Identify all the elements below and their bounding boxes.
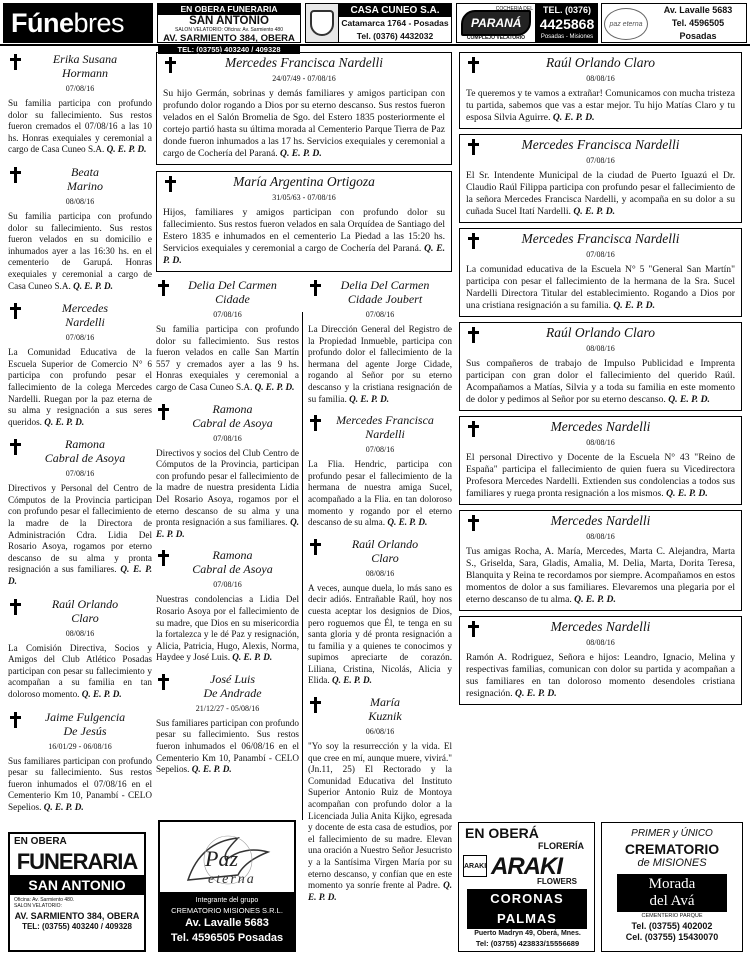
qepd-signature: Q. E. P. D.	[43, 801, 84, 812]
obituary-notice	[8, 165, 152, 292]
ad-text: Cel. (03755) 15430070	[625, 932, 719, 942]
qepd-signature: Q. E. P. D.	[106, 144, 147, 155]
deceased-name: Raúl Orlando Claro	[51, 596, 119, 625]
ad-text: CREMATORIO MISIONES S.R.L.	[171, 906, 283, 915]
cross-icon	[165, 57, 176, 73]
ad-text: CORONAS PALMAS	[467, 889, 587, 929]
notice-date: 08/08/16	[65, 196, 95, 206]
ad-text: CREMATORIO	[624, 841, 720, 857]
notice-body: La Comunidad Educativa de la Escuela Superior de Comercio N° 6 participa con profundo pesar el fallecimiento de la colega Mercedes Nardelli. Ruegan por la paz eterna de su alma y resignación a sus seres queridos.	[8, 347, 152, 427]
header-ad-casa-cuneo	[339, 3, 452, 43]
notice-date: 08/08/16	[586, 532, 615, 541]
cross-icon	[310, 280, 321, 296]
obituary-notice	[308, 278, 452, 405]
notice-text	[466, 88, 735, 124]
qepd-signature: Q. E. P. D.	[552, 112, 595, 123]
notice-body: El personal Directivo y Docente de la Escuela N° 43 "Reino de España" participa el fallecimiento de quien fuera su Vicedirectora Profesora Mercedes Nardelli. Extienden sus condolencias a todos sus familiares y ruega pronta resignación a los mismos.	[466, 452, 735, 499]
qepd-signature: Q. E. P. D.	[515, 688, 557, 699]
deceased-name: Mercedes Nardelli	[550, 619, 651, 634]
cross-icon	[158, 674, 169, 690]
column-right	[459, 52, 742, 710]
ad-text: SAN ANTONIO	[10, 875, 144, 895]
qepd-signature: Q. E. P. D.	[44, 416, 85, 427]
deceased-name: José Luis De Andrade	[203, 671, 262, 700]
notice-date: 07/08/16	[365, 445, 395, 455]
header-ad-parana	[456, 3, 536, 43]
obituary-notice	[308, 537, 452, 687]
cross-icon	[468, 233, 479, 249]
cross-icon	[158, 280, 169, 296]
header-ad-funeraria	[157, 3, 301, 54]
obituary-notice	[8, 437, 152, 587]
notice-date: 07/08/16	[586, 250, 615, 259]
notice-body: Te queremos y te vamos a extrañar! Comunicamos con mucha tristeza tu partida, sabemos que vas a estar mejor. Tu hijo Matías Claro y tu esposa Silvia Aguirre.	[466, 88, 735, 123]
qepd-signature: Q. E. P. D.	[349, 393, 389, 404]
qepd-signature: Q. E. P. D.	[668, 394, 710, 405]
cross-icon	[468, 327, 479, 343]
notice-text	[466, 452, 735, 500]
notice-date: 16/01/29 - 06/08/16	[48, 741, 112, 751]
logo-part-a: Fúne	[11, 8, 74, 38]
column-left	[8, 52, 152, 823]
ad-text: eterna	[208, 872, 256, 887]
notice-body: Sus compañeros de trabajo de Impulso Publicidad e Imprenta participan con gran dolor el fallecimiento del querido Raúl. Acompañamos a Matías, Silvia y a toda su familia en este momento de dolor y pedimos al Señor por su eterno descanso.	[466, 358, 735, 405]
column-divider	[302, 312, 303, 820]
qepd-signature: Q. E. P. D.	[254, 381, 295, 392]
qepd-signature: Q. E. P. D.	[308, 880, 452, 902]
obituary-notice	[459, 616, 742, 705]
notice-body: Tus amigas Rocha, A. María, Mercedes, Marta C. Alejandra, Marta S., Griselda, Sara, Gladis, Amalia, M. Delia, Marta, Dorita Teresa, Blanquita y Reina te recordamos por siempre. Acompañamos en estos momentos de dolor a sus familiares. Elevaremos una plegaria por el eterno descanso de tu alma.	[466, 546, 735, 605]
notice-text	[466, 170, 735, 218]
notice-body: La comunidad educativa de la Escuela N° 5 "General San Martín" participa con pesar el fallecimiento de la hermana de la Sra. Sucel Nardelli Directora Titular del establecimiento. Rogando a Dios por una cristiana resignación a su familia.	[466, 264, 735, 311]
obituary-notice	[156, 402, 299, 541]
deceased-name: Mercedes Nardelli	[550, 513, 651, 528]
ad-line: AV. SARMIENTO 384, OBERA	[163, 33, 295, 44]
obituary-notice	[156, 278, 299, 394]
notice-body: Nuestras condolencias a Lidia Del Rosario Asoya por el fallecimiento de su madre, que Dios en su misericordia la fortalezca y le dé Paz y resignación, Alicia, Patricia, Hugo, Alexis, Norma, Haydee y José Luis.	[156, 594, 299, 663]
ad-text: CEMENTERIO PARQUE	[641, 913, 703, 919]
notice-text	[308, 324, 452, 405]
obituary-notice	[156, 672, 299, 776]
notice-date: 08/08/16	[586, 438, 615, 447]
obituary-notice	[308, 695, 452, 903]
header-ad-seal	[305, 3, 339, 43]
notice-text	[8, 756, 152, 814]
notice-date: 07/08/16	[65, 84, 95, 93]
cross-icon	[310, 415, 321, 431]
notice-text	[466, 546, 735, 606]
deceased-name: María Argentina Ortigoza	[233, 174, 375, 189]
notice-body: Directivos y socios del Club Centro de Cómputos de la Provincia, participan con profundo pesar el fallecimiento de la madre de nuestra presidenta Lidia Del Rosario Asoya, rogamos por el eterno descanso de su alma y una pronta resignación a sus familiares.	[156, 447, 299, 528]
deceased-name: Raúl Orlando Claro	[351, 536, 419, 565]
ad-crematorio-misiones	[601, 822, 743, 952]
ad-text: FLOWERS	[537, 877, 577, 886]
ad-text: PRIMER y ÚNICO	[631, 828, 713, 839]
ad-text: AV. SARMIENTO 384, OBERA	[14, 911, 140, 921]
qepd-signature: Q. E. P. D.	[573, 206, 616, 217]
notice-body: Hijos, familiares y amigos participan con profundo dolor su fallecimiento. Sus restos fueron velados en sala Orquídea de Santiago del Estero 1835 e inhumados en el cementerio La Piedad a las 15:20 hs. Servicios exequiales y ceremonial a cargo de Cochería del Paraná.	[163, 207, 445, 254]
obituary-notice	[459, 228, 742, 317]
qepd-signature: Q. E. P. D.	[191, 764, 232, 775]
ad-line: 4425868	[539, 16, 595, 32]
ad-text: Oficina: Av. Sarmiento 480. SALON VELATORIO:	[14, 897, 75, 909]
ad-text: Tel. (03755) 402002	[631, 921, 713, 931]
deceased-name: Delia Del Carmen Cidade Joubert	[340, 278, 430, 306]
ad-text: Paz	[205, 846, 238, 871]
qepd-signature: Q. E. P. D.	[574, 594, 616, 605]
araki-emblem: ARAKI	[463, 855, 487, 877]
qepd-signature: Q. E. P. D.	[8, 564, 153, 587]
notice-text	[308, 459, 452, 529]
notice-date: 24/07/49 - 07/08/16	[272, 74, 336, 83]
ad-text: FUNERARIA	[16, 849, 138, 874]
ad-text: Tel. 4596505 Posadas	[170, 932, 284, 944]
ad-line: COMPLEJO VELATORIO	[466, 35, 526, 41]
deceased-name: Ramona Cabral de Asoya	[192, 548, 273, 577]
notice-body: Su hijo Germán, sobrinas y demás familiares y amigos participan con profundo dolor rogando a Dios por su eterno descanso. Sus restos fueron velados en el Salón Bromelia de Sgo. del Estero 1835 posteriormente el cortejo partió hasta su última morada al Cementerio Parque Tierra de Paz donde fueron inhumados a las 17 hs. Servicios exequiales y ceremonial a cargo de Cochería del Paraná.	[163, 88, 445, 159]
obituary-notice	[459, 416, 742, 505]
ad-line: Catamarca 1764 - Posadas	[341, 18, 449, 28]
notice-body: A veces, aunque duela, lo más sano es decir adiós. Entrañable Raúl, hoy nos cuesta aceptar los designios de Dios, pero roguemos que Él, te tenga en su santa gloria y dé pronta resignación a tu familia y a quienes te conocimos y supimos apreciarte de corazón. Liliana, Cristina, Nicolás, Alicia y Elida.	[308, 582, 452, 686]
obituary-notice	[459, 322, 742, 411]
cross-icon	[10, 303, 21, 319]
qepd-signature: Q. E. P. D.	[73, 280, 113, 291]
notice-date: 21/12/27 - 05/08/16	[195, 703, 260, 713]
cross-icon	[468, 515, 479, 531]
ad-funeraria-san-antonio	[8, 832, 146, 952]
notice-body: Ramón A. Rodriguez, Señora e hijos: Leandro, Ignacio, Melina y respectivas familias, comunican con dolor su partida y acompañan a sus familiares en tan doloroso momento desendoles cristiana resignación.	[466, 652, 735, 699]
notice-body: Su familia participa con profundo dolor su fallecimiento. Sus restos fueron velados en su domicilio e inhumados ayer a las 16:30 hs. en el cementerio de Garupá. Honras exequiales y ceremonial a cargo de Casa Cuneo S.A.	[8, 210, 152, 291]
cross-icon	[10, 439, 21, 455]
notice-date: 07/08/16	[65, 333, 95, 343]
logo-part-b: bres	[73, 8, 125, 38]
notice-text	[8, 483, 152, 587]
deceased-name: Mercedes Francisca Nardelli	[521, 137, 680, 152]
ad-line: Posadas - Misiones	[540, 34, 594, 40]
notice-date: 31/05/63 - 07/08/16	[272, 193, 336, 202]
ad-text: Puerto Madryn 49, Oberá, Mnes.	[474, 930, 581, 937]
qepd-signature: Q. E. P. D.	[163, 243, 446, 266]
notice-text	[156, 324, 299, 394]
notice-date: 07/08/16	[213, 310, 242, 319]
obituary-notice	[156, 171, 452, 272]
cross-icon	[10, 167, 21, 183]
deceased-name: Ramona Cabral de Asoya	[192, 401, 273, 430]
cross-icon	[468, 57, 479, 73]
cross-icon	[310, 697, 321, 713]
paz-eterna-logo: paz eterna	[604, 8, 648, 40]
deceased-name: Jaime Fulgencia De Jesús	[44, 709, 126, 738]
notice-date: 08/08/16	[586, 74, 615, 83]
deceased-name: Raúl Orlando Claro	[545, 325, 655, 340]
ad-text: TEL: (03755) 403240 / 409328	[22, 922, 132, 931]
cross-icon	[165, 176, 176, 192]
notice-date: 07/08/16	[213, 580, 242, 590]
notice-date: 07/08/16	[213, 433, 242, 443]
qepd-signature: Q. E. P. D.	[81, 689, 122, 699]
ad-text: de MISIONES	[637, 857, 707, 869]
cross-icon	[468, 421, 479, 437]
cross-icon	[468, 139, 479, 155]
notice-date: 07/08/16	[586, 156, 615, 165]
ad-line: COCHERIA DEL	[495, 6, 533, 12]
ad-paz-eterna	[158, 820, 296, 952]
notice-date: 08/08/16	[365, 568, 395, 578]
notice-date: 08/08/16	[586, 344, 615, 353]
deceased-name: Raúl Orlando Claro	[545, 55, 655, 70]
notice-text	[8, 98, 152, 156]
notice-text	[308, 583, 452, 687]
qepd-signature: Q. E. P. D.	[387, 517, 428, 528]
ad-line: Tel. (0376) 4432032	[356, 31, 434, 41]
cross-icon	[10, 599, 21, 615]
ad-text: Integrante del grupo	[195, 897, 259, 904]
deceased-name: Delia Del Carmen Cidade	[188, 278, 277, 306]
notice-text	[8, 211, 152, 292]
deceased-name: Mercedes Francisca Nardelli	[336, 413, 434, 442]
obituary-notice	[459, 52, 742, 129]
notice-text	[156, 718, 299, 776]
ad-text: ARAKI	[491, 853, 562, 880]
ad-text: Av. Lavalle 5683	[185, 917, 269, 929]
notice-body: La Dirección General del Registro de la Propiedad Inmueble, participa con profundo dolor el fallecimiento de la hermana del agente Jorge Cidade, rogando al Señor por su eterno descanso y la cristiana resignación de su familia.	[308, 324, 452, 404]
ad-line: EN OBERA FUNERARIA	[158, 4, 300, 15]
ad-line: SALON VELATORIO: Oficina: Av. Sarmiento 480	[174, 27, 283, 33]
obituary-notice	[308, 413, 452, 529]
deceased-name: Mercedes Nardelli	[61, 301, 109, 330]
ad-text: EN OBERÁ	[465, 825, 539, 841]
notice-text	[466, 358, 735, 406]
obituary-notice	[459, 134, 742, 223]
notice-body: Su familia participa con profundo dolor su fallecimiento. Sus restos fueron velados en calle San Martín 557 y cremados ayer a las 9 hs. Honras exequiales y ceremonial a cargo de Casa Cuneo S.A.	[156, 324, 299, 392]
notice-text	[156, 448, 299, 541]
notice-body: El Sr. Intendente Municipal de la ciudad de Puerto Iguazú el Dr. Claudio Raúl Filippa participa con profundo pesar el fallecimiento de la señora Mercedes Francisca Nardelli, y acompaña en su dolor a su cuñada Sucel Itatí Nardelli.	[466, 170, 735, 217]
ad-floreria-araki	[458, 822, 595, 952]
ad-line: SAN ANTONIO	[189, 15, 269, 27]
deceased-name: Beata Marino	[67, 164, 103, 193]
ad-text: Tel: (03755) 423833/15556689	[475, 939, 580, 948]
qepd-signature: Q. E. P. D.	[613, 300, 655, 311]
notice-text	[8, 643, 152, 701]
ad-text: Morada del Avá	[617, 874, 727, 912]
obituary-notice	[8, 52, 152, 156]
ad-line: PARANÁ	[471, 16, 522, 30]
qepd-signature: Q. E. P. D.	[280, 148, 322, 159]
ad-line: Posadas	[679, 31, 717, 41]
ad-text: FLORERÍA	[538, 841, 584, 851]
notice-text	[8, 347, 152, 428]
header-ad-paz-eterna	[601, 3, 747, 43]
notice-body: La Comisión Directiva, Socios y Amigos del Club Atlético Posadas participan con pesar su fallecimiento y acompañan a su familia en tan doloroso momento.	[8, 642, 152, 699]
notice-date: 07/08/16	[365, 310, 395, 319]
obituary-notice	[459, 510, 742, 611]
obituary-notice	[8, 301, 152, 428]
cross-icon	[10, 54, 21, 70]
notice-text	[163, 207, 445, 267]
cross-icon	[468, 621, 479, 637]
notice-text	[156, 594, 299, 664]
ad-line: TEL. (0376)	[542, 5, 591, 15]
notice-body: Sus familiares participan con profundo pesar su fallecimiento. Sus restos fueron inhumados el 07/08/16 en el Cementerio Km 10, Panambí - CELO Sepelios.	[8, 755, 152, 812]
obituary-notice	[8, 597, 152, 701]
crest-icon	[310, 10, 334, 36]
cross-icon	[310, 539, 321, 555]
notice-body: Sus familiares participan con profundo pesar su fallecimiento. Sus restos fueron inhumados el 06/08/16 en el Cementerio Km 10, Panambí - CELO Sepelios.	[156, 717, 299, 775]
deceased-name: Mercedes Francisca Nardelli	[225, 55, 383, 70]
qepd-signature: Q. E. P. D.	[232, 652, 273, 663]
qepd-signature: Q. E. P. D.	[666, 488, 708, 499]
deceased-name: Ramona Cabral de Asoya	[44, 437, 126, 466]
deceased-name: Erika Susana Hormann	[52, 52, 118, 80]
notice-text	[308, 741, 452, 903]
ad-text: EN OBERA	[14, 836, 67, 847]
section-logo	[3, 3, 153, 43]
cross-icon	[10, 712, 21, 728]
ad-line: CASA CUNEO S.A.	[339, 4, 451, 17]
notice-date: 08/08/16	[65, 628, 95, 638]
ad-line: TEL: (03755) 403240 / 409328	[158, 45, 300, 54]
obituary-notice	[156, 52, 452, 165]
obituary-notice	[156, 548, 299, 664]
notice-text	[466, 652, 735, 700]
notice-body: Su familia participa con profundo dolor su fallecimiento. Sus restos fueron cremados el 07/08/16 a las 10 hs. Honras exequiales y ceremonial a cargo de Casa Cuneo S.A.	[8, 98, 152, 155]
notice-body: La Flia. Hendric, participa con profundo pesar el fallecimiento de la hermana de nuestra amiga Sucel, acompañado a la Flia. en tan doloroso momento y rogando por el eterno descanso de su alma.	[308, 459, 452, 528]
cross-icon	[158, 404, 169, 420]
notice-text	[163, 88, 445, 160]
notice-text	[466, 264, 735, 312]
notice-date: 06/08/16	[365, 727, 395, 737]
notice-body: "Yo soy la resurrección y la vida. El que cree en mí, aunque muere, vivirá." (Jn.11, 25) El Rectorado y la Comunidad Educativa del Instituto Superior Antonio Ruiz de Montoya acompañan con profundo dolor a la Licenciada Julia Anita Kijko, egresada y docente de esta casa de estudios, por el fallecimiento de su madre. Elevan una oración a Nuestro Señor Jesucristo y a la Santísima Virgen María por su eterno descanso, y confían que en este momento ya sonríe frente al Padre.	[308, 741, 452, 891]
deceased-name: Mercedes Nardelli	[550, 419, 651, 434]
header-bar	[0, 0, 750, 54]
deceased-name: Mercedes Francisca Nardelli	[521, 231, 680, 246]
notice-date: 08/08/16	[586, 638, 615, 647]
obituary-notice	[8, 710, 152, 814]
qepd-signature: Q. E. P. D.	[331, 675, 372, 686]
notice-body: Directivos y Personal del Centro de Cómputos de la Provincia participan con profundo pesar el fallecimiento de la madre de la Directora de Administración Cdra. Lidia Del Rosario Asoya, rogamos por eterno descanso de su alma y pronta resignación a sus familiares.	[8, 483, 152, 575]
notice-date: 07/08/16	[65, 469, 95, 479]
ad-line: Av. Lavalle 5683	[663, 5, 733, 15]
deceased-name: María Kuznik	[368, 695, 402, 724]
ad-line: Tel. 4596505	[671, 18, 725, 28]
cross-icon	[158, 550, 169, 566]
header-ad-telephone	[536, 3, 598, 43]
qepd-signature: Q. E. P. D.	[156, 517, 300, 539]
